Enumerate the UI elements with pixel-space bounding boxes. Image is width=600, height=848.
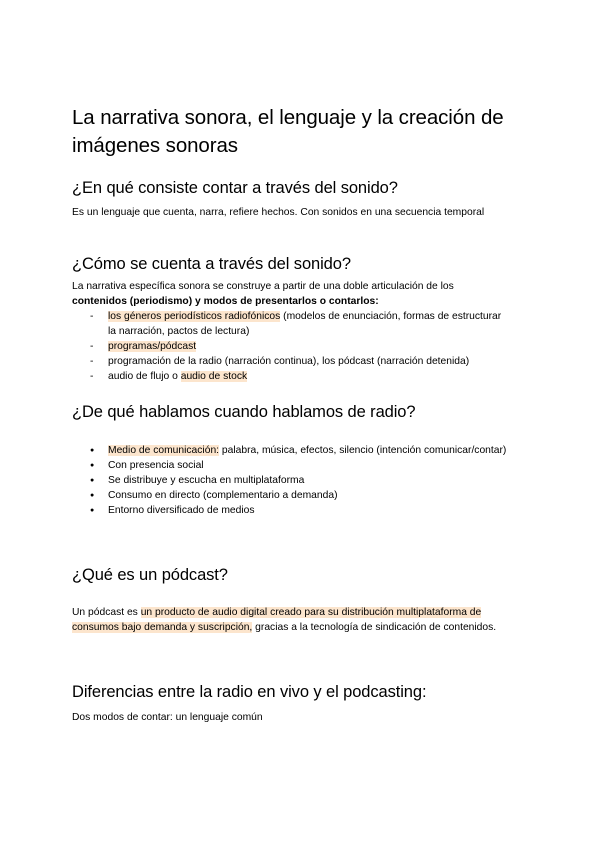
list-item [90,309,510,339]
heading-radio: ¿De qué hablamos cuando hablamos de radio? [72,403,416,421]
highlighted-text: programas/pódcast [108,341,197,352]
dash-list-narrativa [90,309,510,384]
paragraph-consiste: Es un lenguaje que cuenta, narra, refiere hechos. Con sonidos en una secuencia temporal [72,207,485,218]
paragraph-diferencias: Dos modos de contar: un lenguaje común [72,712,263,723]
list-item [90,443,510,458]
item-text: (modelos de enunciación, formas de estructurar la narración, pactos de lectura) [108,311,502,337]
intro-bold-text: contenidos (periodismo) y modos de presentarlos o contarlos: [72,296,379,307]
highlighted-text: los géneros periodísticos radiofónicos [108,311,281,322]
heading-podcast: ¿Qué es un pódcast? [72,566,228,584]
highlighted-text: Medio de comunicación: [108,445,220,456]
heading-consiste: ¿En qué consiste contar a través del sonido? [72,179,398,197]
heading-diferencias: Diferencias entre la radio en vivo y el podcasting: [72,683,427,701]
highlighted-text: un producto de audio digital creado para su distribución multiplataforma de consumos bajo demanda y suscripción, [72,607,482,633]
highlighted-text: audio de stock [180,371,248,382]
paragraph-text: Un pódcast es [72,607,141,618]
item-text: Entorno diversificado de medios [108,505,255,516]
bullet-list-radio [90,443,510,518]
item-text: Se distribuye y escucha en multiplataforma [108,475,305,486]
intro-text: La narrativa específica sonora se construye a partir de una doble articulación de los [72,281,454,292]
item-text: palabra, música, efectos, silencio (intención comunicar/contar) [219,445,507,456]
list-item [90,473,510,488]
item-text: programación de la radio (narración continua), los pódcast (narración detenida) [108,356,470,367]
list-item [90,458,510,473]
heading-como-se-cuenta: ¿Cómo se cuenta a través del sonido? [72,255,351,273]
list-item [90,369,510,384]
list-item [90,354,510,369]
paragraph-text: gracias a la tecnología de sindicación de contenidos. [252,622,497,633]
item-text: audio de flujo o [108,371,181,382]
item-text: Consumo en directo (complementario a demanda) [108,490,338,501]
paragraph-podcast [72,605,522,635]
item-text: Con presencia social [108,460,204,471]
list-item [90,339,510,354]
paragraph-como-se-cuenta [72,279,522,309]
list-item [90,503,510,518]
list-item [90,488,510,503]
document-title: La narrativa sonora, el lenguaje y la creación de imágenes sonoras [72,106,504,157]
